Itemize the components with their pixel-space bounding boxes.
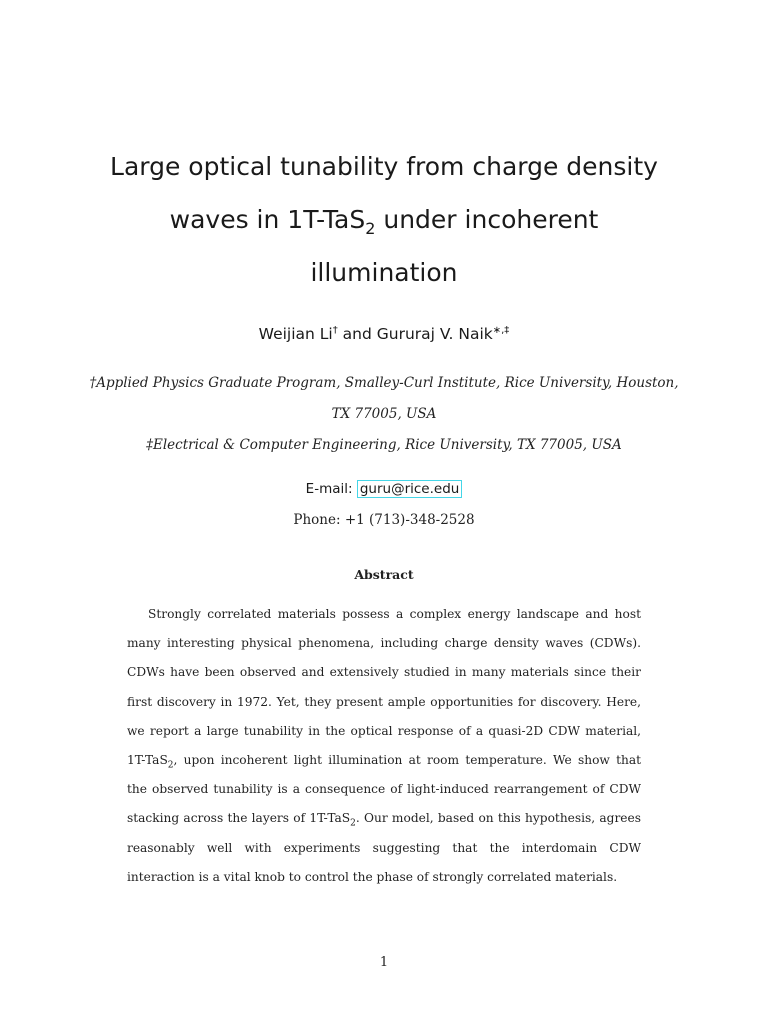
author-1-affiliation-mark: †: [332, 325, 338, 336]
abstract-text-part-2: , upon incoherent light illumination at room temperature. We show that the observed tunability is a consequence of light-induced rearrangement of CDW stacking across the layers of 1T-TaS: [127, 753, 641, 826]
abstract-text-part-1: Strongly correlated materials possess a complex energy landscape and host many interesting physical phenomena, including charge density waves (CDWs). CDWs have been observed and extensively studied in many materials since their first discovery in 1972. Yet, they present ample opportunities for discovery. Here, we report a large tunability in the optical response of a quasi-2D CDW material, 1T-TaS: [127, 607, 641, 768]
affiliation-2: ‡Electrical & Computer Engineering, Rice University, TX 77005, USA: [146, 437, 622, 453]
title-line-1: Large optical tunability from charge density: [110, 152, 658, 181]
title-line-2-end: under incoherent: [375, 205, 599, 234]
author-2-affiliation-mark: ∗,‡: [492, 325, 510, 336]
author-1-name: Weijian Li: [258, 325, 333, 344]
author-connector: and: [337, 325, 377, 344]
abstract-text-part-3: . Our model, based on this hypothesis, agrees reasonably well with experiments suggesting that the interdomain CDW interaction is a vital knob to control the phase of strongly correlated materials.: [127, 811, 641, 884]
abstract-body: [127, 600, 641, 892]
abstract-subscript-2: 2: [350, 818, 356, 829]
abstract-subscript-1: 2: [167, 760, 174, 771]
abstract-heading: Abstract: [354, 567, 414, 582]
affiliation-1: †Applied Physics Graduate Program, Smalley-Curl Institute, Rice University, Houston, TX 77005, USA: [89, 375, 679, 422]
title-subscript: 2: [365, 219, 376, 238]
page-number: 1: [379, 955, 389, 970]
author-list: [60, 325, 708, 343]
email-link[interactable]: guru@rice.edu: [357, 480, 462, 498]
title-line-3: illumination: [310, 258, 458, 287]
email-label: E-mail:: [305, 481, 357, 497]
email-line: [60, 481, 708, 497]
paper-title: [60, 140, 708, 299]
title-line-2-start: waves in 1T-TaS: [169, 205, 366, 234]
author-2-name: Gururaj V. Naik: [376, 325, 493, 344]
phone-line: Phone: +1 (713)-348-2528: [293, 512, 475, 528]
